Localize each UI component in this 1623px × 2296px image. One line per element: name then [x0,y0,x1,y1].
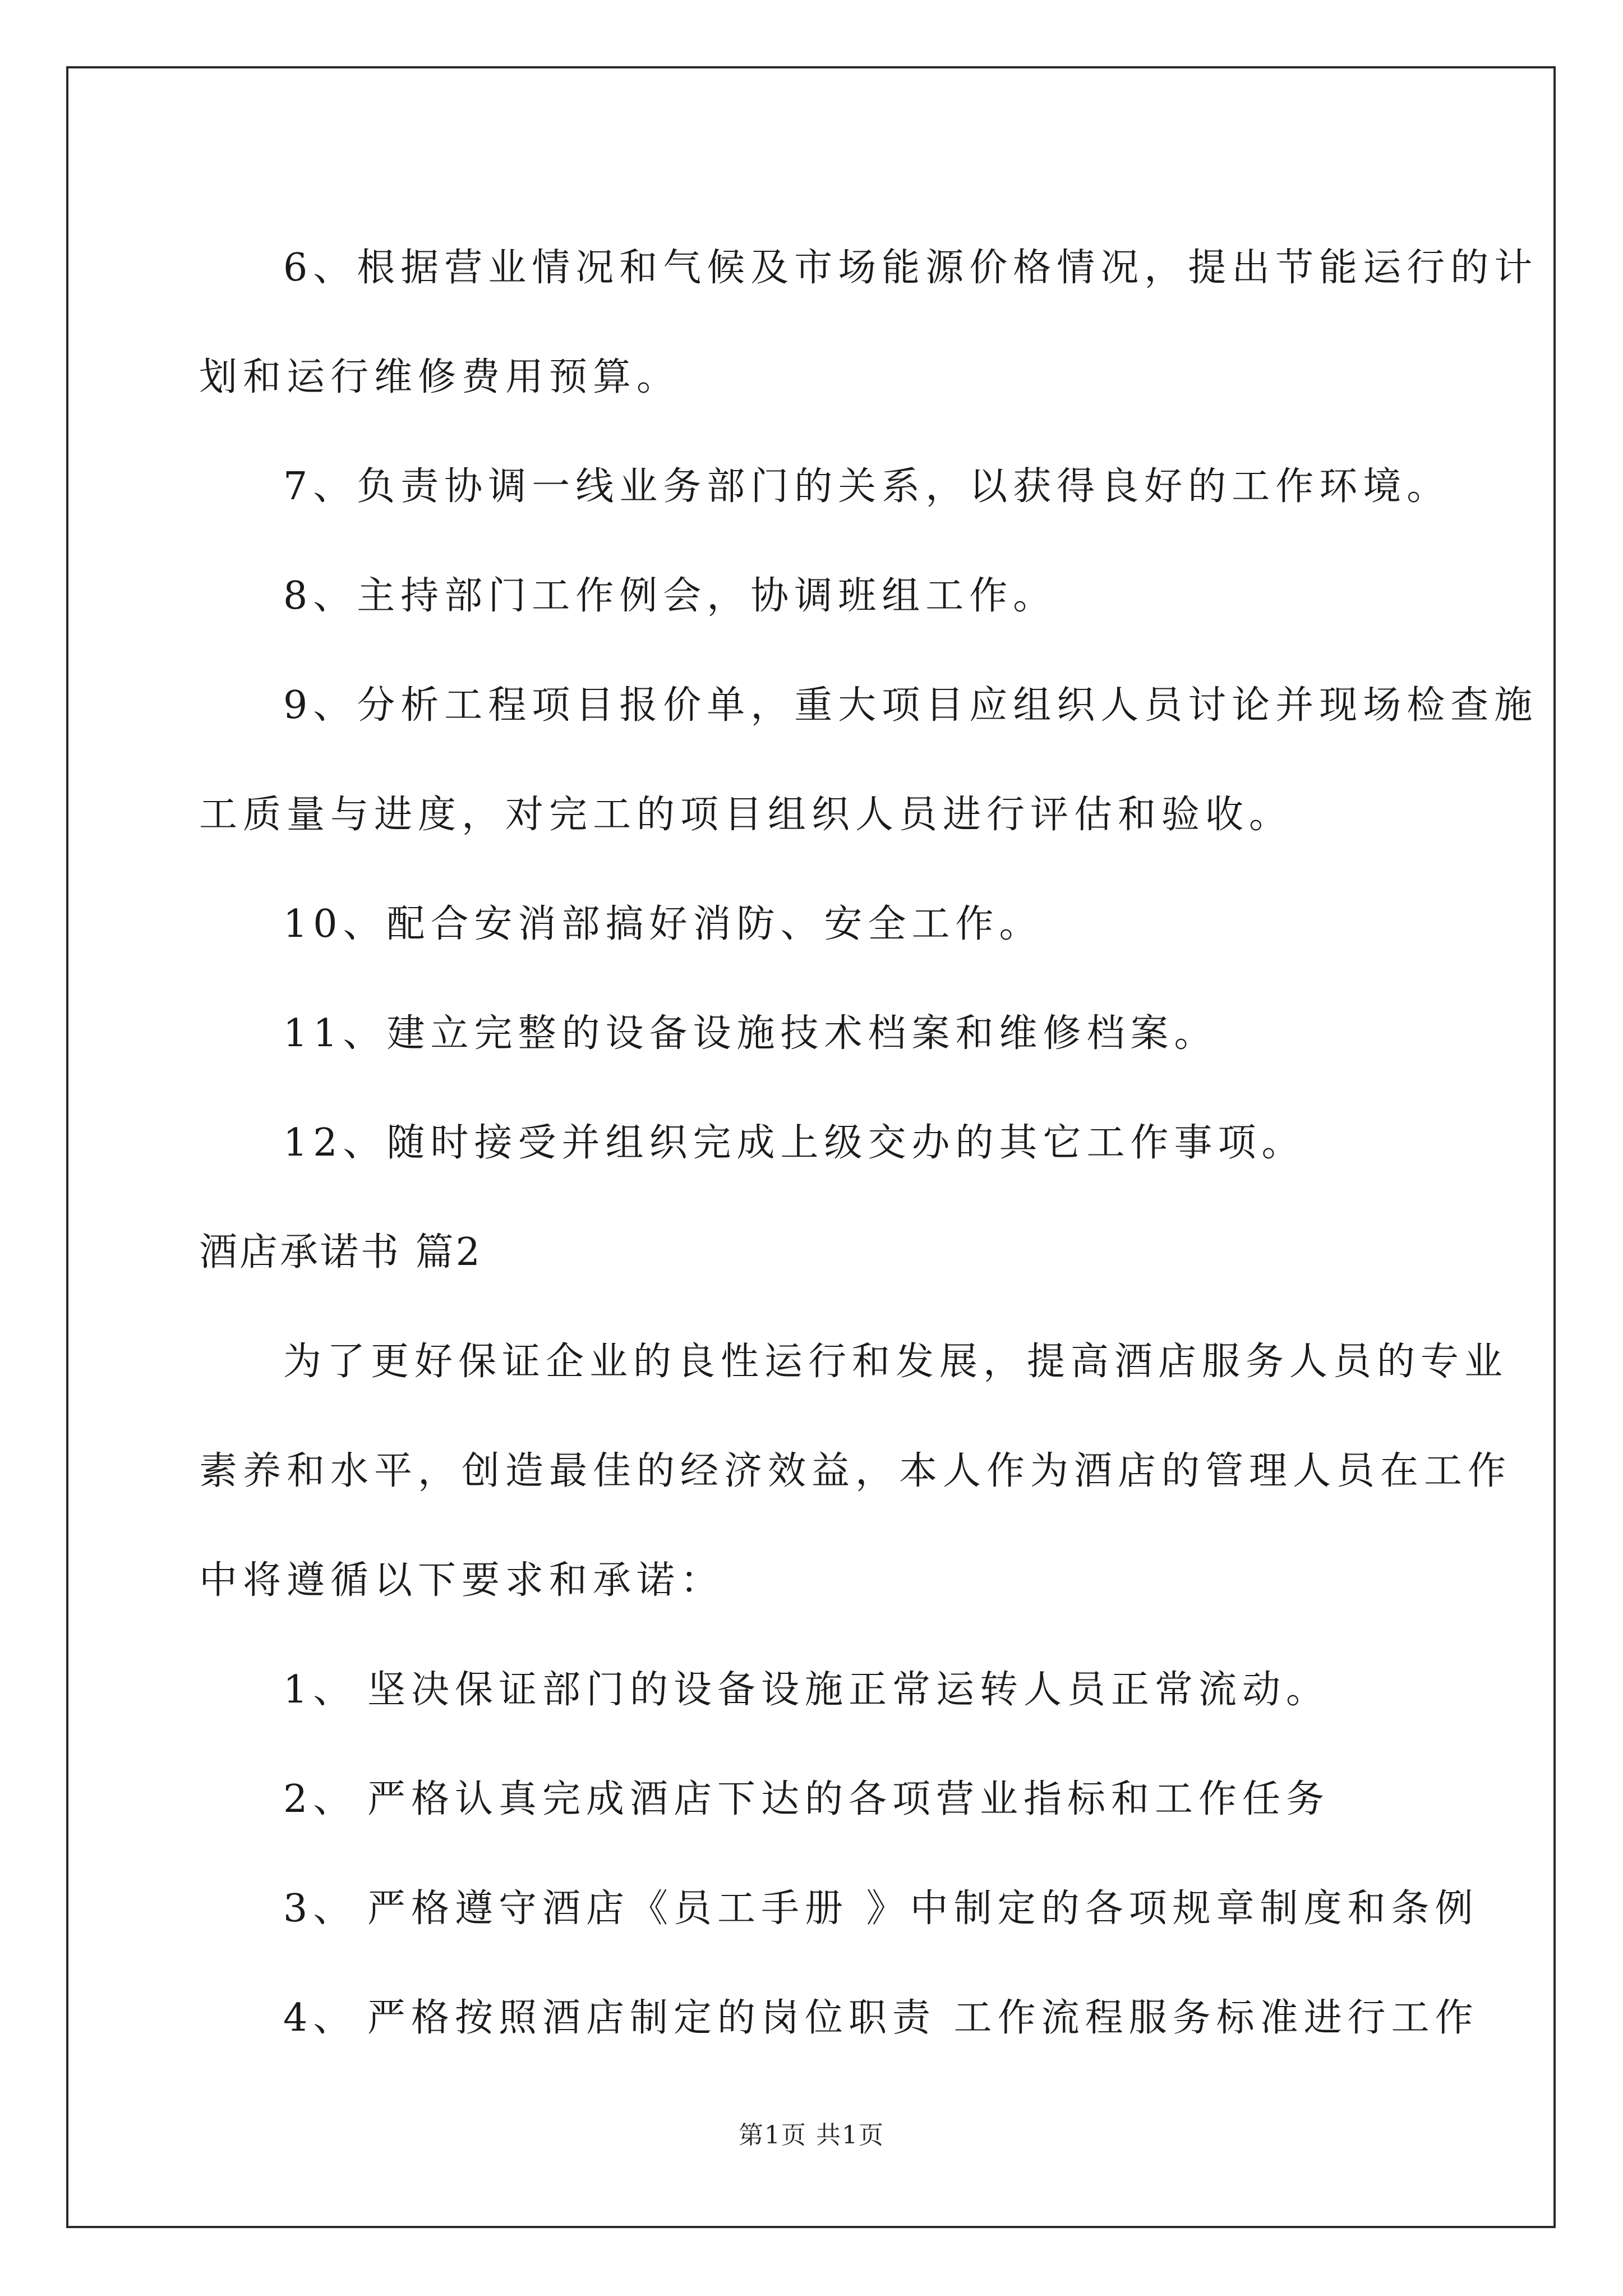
paragraph-item-10: 10、配合安消部搞好消防、安全工作。 [283,902,1043,946]
paragraph-item-8: 8、主持部门工作例会，协调班组工作。 [283,574,1057,618]
paragraph-item-12: 12、随时接受并组织完成上级交办的其它工作事项。 [283,1121,1306,1165]
commitment-item-3 [199,1854,1479,1963]
commitment-text: 严格按照酒店制定的岗位职责 工作流程服务标准进行工作 [367,1996,1479,2040]
intro-paragraph-line-3: 中将遵循以下要求和承诺： [199,1558,725,1603]
commitment-number: 4、 [283,1996,357,2040]
commitment-text: 坚决保证部门的设备设施正常运转人员正常流动。 [367,1668,1330,1712]
commitment-number: 1、 [283,1668,357,1712]
commitment-text: 严格遵守酒店《员工手册 》中制定的各项规章制度和条例 [367,1887,1479,1931]
paragraph-item-9-continued: 工质量与进度，对完工的项目组织人员进行评估和验收。 [199,793,1293,837]
page-footer: 第1页 共1页 [739,2121,884,2150]
paragraph-item-7: 7、负责协调一线业务部门的关系，以获得良好的工作环境。 [283,464,1451,509]
commitment-item-1 [199,1635,1427,1745]
paragraph-item-6: 6、根据营业情况和气候及市场能源价格情况，提出节能运行的计 [283,246,1538,290]
intro-paragraph-line-1: 为了更好保证企业的良性运行和发展，提高酒店服务人员的专业 [283,1340,1509,1384]
section-heading: 酒店承诺书 篇2 [199,1230,482,1274]
commitment-number: 3、 [283,1887,357,1931]
commitment-item-2 [199,1745,1427,1854]
commitment-number: 2、 [283,1777,357,1821]
paragraph-item-9: 9、分析工程项目报价单，重大项目应组织人员讨论并现场检查施 [283,683,1538,728]
paragraph-item-11: 11、建立完整的设备设施技术档案和维修档案。 [283,1011,1218,1056]
intro-paragraph-line-2: 素养和水平，创造最佳的经济效益，本人作为酒店的管理人员在工作 [199,1449,1512,1493]
document-body [199,213,1538,2073]
commitment-item-4 [199,1963,1479,2073]
commitment-text: 严格认真完成酒店下达的各项营业指标和工作任务 [367,1777,1330,1821]
paragraph-item-6-continued: 划和运行维修费用预算。 [199,355,681,399]
